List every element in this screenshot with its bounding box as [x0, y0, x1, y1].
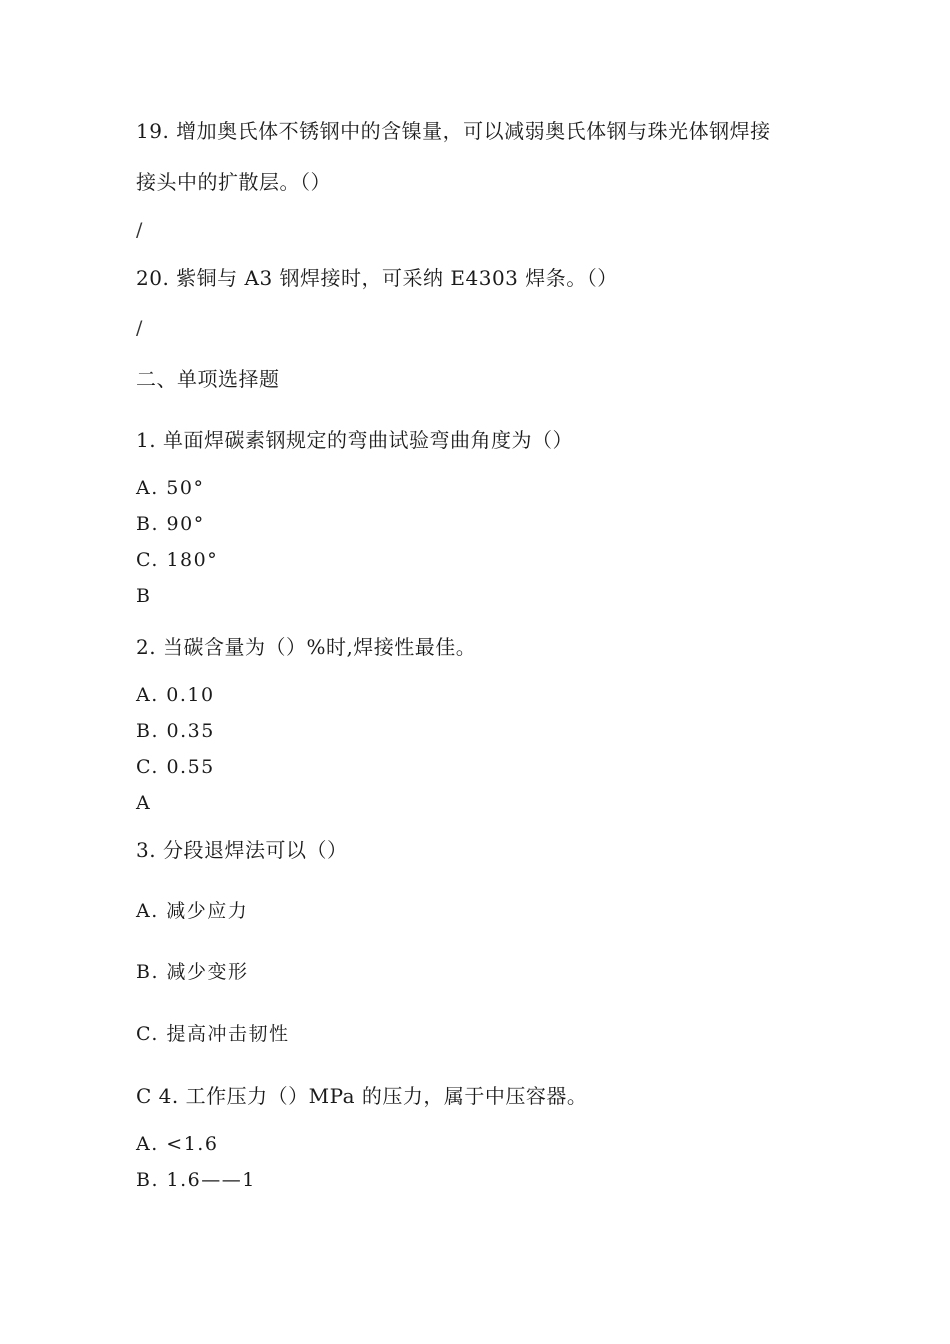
question-19-answer-mark: / [136, 219, 143, 241]
question-19-line-2: 接头中的扩散层。（） [136, 170, 331, 194]
question-3-option-c: C. 提高冲击韧性 [136, 1023, 290, 1045]
question-2: 2. 当碳含量为（）%时,焊接性最佳。 [136, 635, 477, 659]
question-2-answer: A [136, 792, 152, 814]
question-3-option-a: A. 减少应力 [136, 900, 249, 922]
question-2-option-a: A. 0.10 [136, 684, 215, 706]
question-3-option-b: B. 减少变形 [136, 961, 249, 983]
question-2-option-c: C. 0.55 [136, 756, 215, 778]
question-3: 3. 分段退焊法可以（） [136, 838, 348, 862]
question-2-option-b: B. 0.35 [136, 720, 215, 742]
question-20-answer-mark: / [136, 317, 143, 339]
question-4-option-b: B. 1.6——1 [136, 1169, 256, 1191]
question-1-option-b: B. 90° [136, 513, 205, 535]
question-1-answer: B [136, 585, 152, 607]
question-4: C 4. 工作压力（）MPa 的压力，属于中压容器。 [136, 1084, 588, 1108]
question-1-option-c: C. 180° [136, 549, 219, 571]
question-1-option-a: A. 50° [136, 477, 205, 499]
section-heading-single-choice: 二、单项选择题 [136, 367, 280, 391]
question-19-line-1: 19. 增加奥氏体不锈钢中的含镍量，可以减弱奥氏体钢与珠光体钢焊接 [136, 119, 771, 143]
question-1: 1. 单面焊碳素钢规定的弯曲试验弯曲角度为（） [136, 428, 573, 452]
question-4-option-a: A. <1.6 [136, 1133, 219, 1155]
question-20: 20. 紫铜与 A3 钢焊接时，可采纳 E4303 焊条。（） [136, 266, 618, 290]
